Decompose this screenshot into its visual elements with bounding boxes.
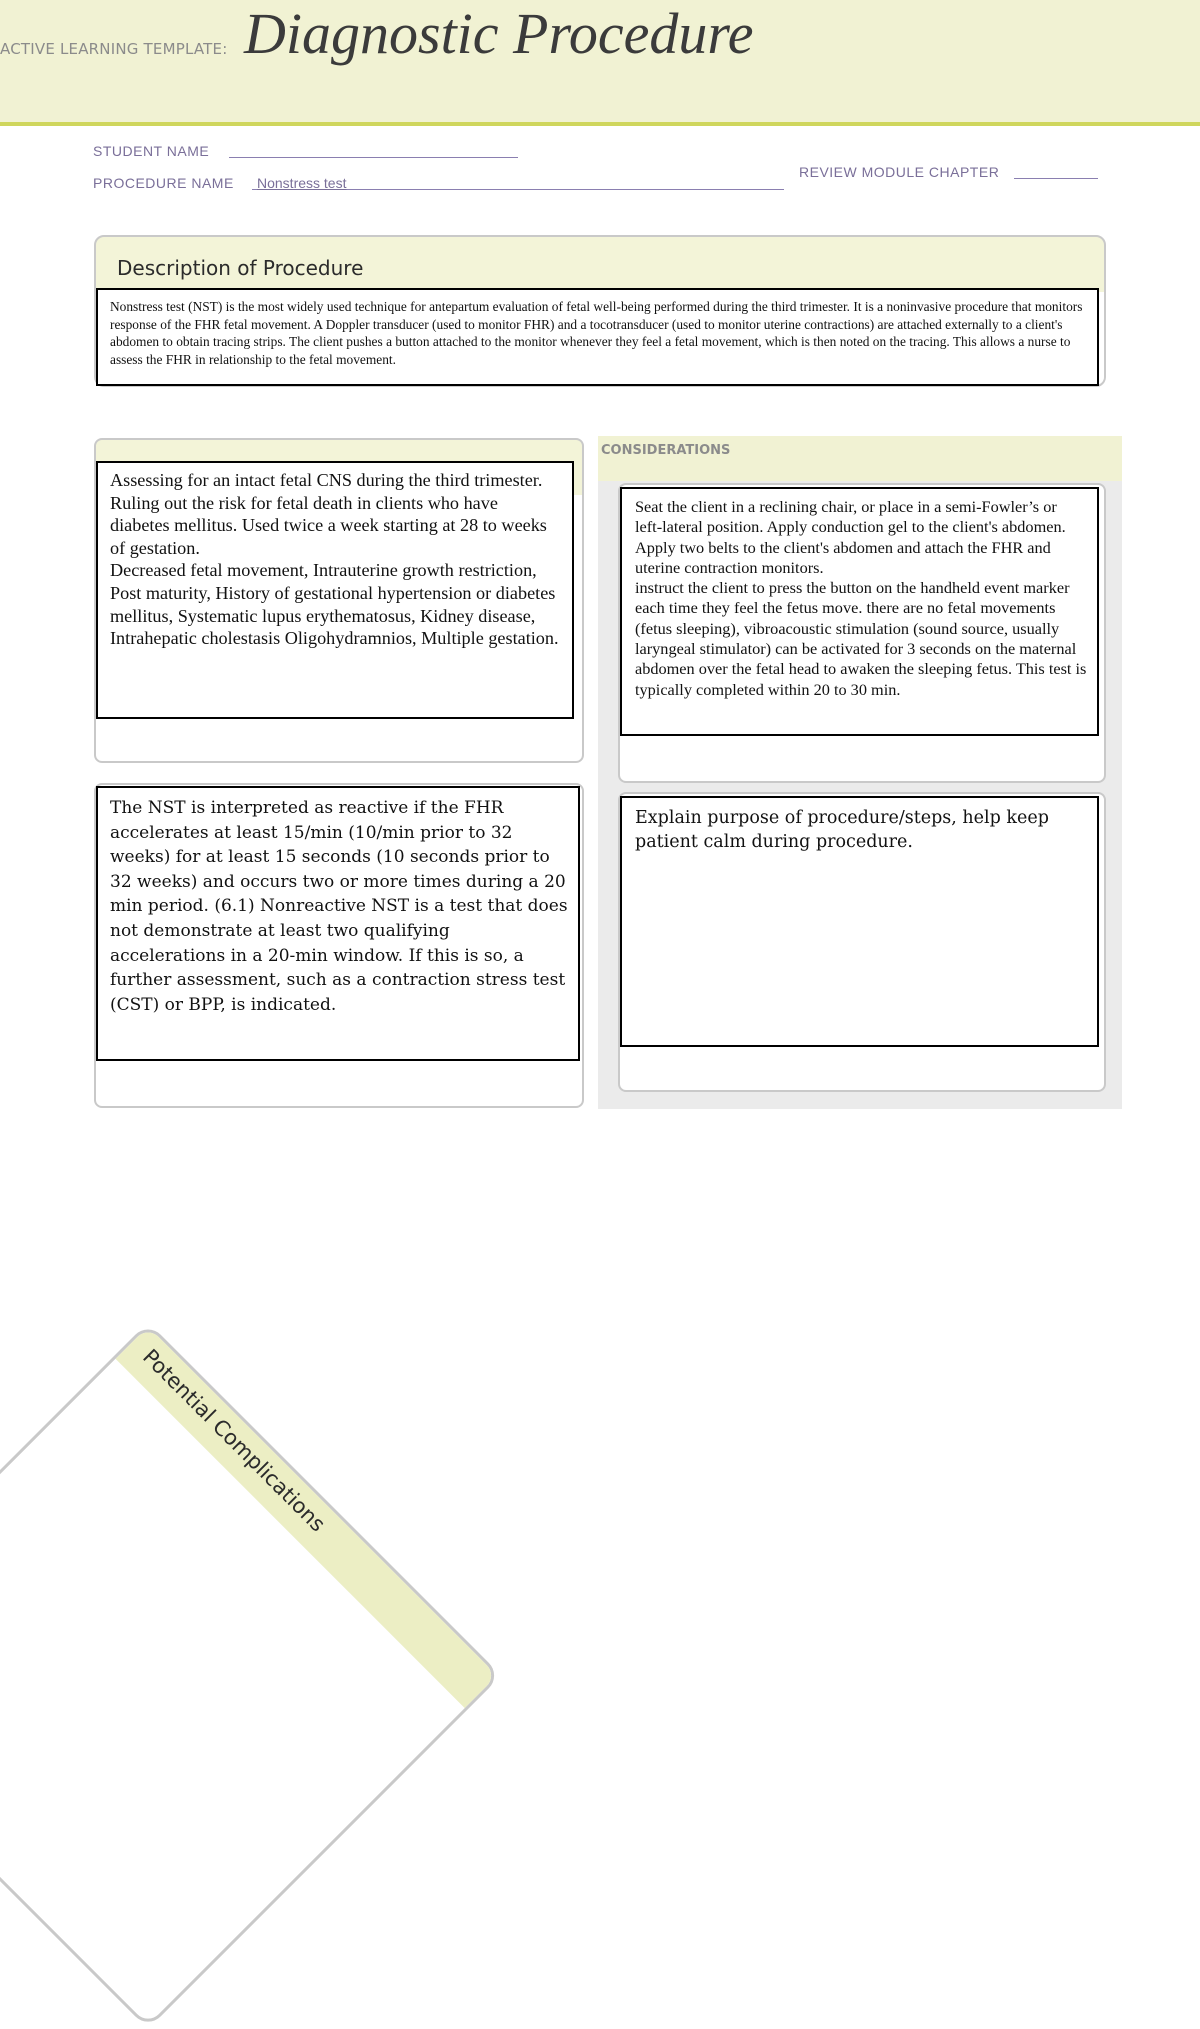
interpretation-text[interactable]: The NST is interpreted as reactive if the FHR accelerates at least 15/min (10/min prior to 32 weeks) for at least 15 seconds (10 seconds prior to 32 weeks) and occurs two or more times during a 20 min period. (6.1) Nonreactive NST is a test that does not demonstrate at least two qualifying accelerations in a 20-min window. If this is so, a further assessment, such as a contraction stress test (CST) or BPP, is indicated. [96,786,580,1061]
description-title: Description of Procedure [117,256,364,280]
description-text[interactable]: Nonstress test (NST) is the most widely used technique for antepartum evaluation of fetal well-being performed during the third trimester. It is a noninvasive procedure that monitors response of the FHR fetal movement. A Doppler transducer (used to monitor FHR) and a tocotransducer (used to monitor uterine contractions) are attached externally to a client's abdomen to obtain tracing strips. The client pushes a button attached to the monitor whenever they feel a fetal movement, which is then noted on the tracing. This allows a nurse to assess the FHR in relationship to the fetal movement. [96,288,1099,386]
complications-diamond[interactable] [0,1322,502,2029]
header-divider [0,122,1200,126]
template-label: ACTIVE LEARNING TEMPLATE: [0,40,228,58]
pre-procedure-text[interactable]: Seat the client in a reclining chair, or place in a semi-Fowler’s or left-lateral position. Apply conduction gel to the client's abdomen. Apply two belts to the client's abdomen and attach the FHR and uterine contraction monitors. instruct the client to press the button on the handheld event marker each time they feel the fetus move. there are no fetal movements (fetus sleeping), vibroacoustic stimulation (sound source, usually laryngeal stimulator) can be activated for 3 seconds on the maternal abdomen over the fetal head to awaken the sleeping fetus. This test is typically completed within 20 to 30 min. [620,487,1099,736]
nursing-text[interactable]: Explain purpose of procedure/steps, help keep patient calm during procedure. [620,796,1099,1047]
student-name-label: STUDENT NAME [93,143,210,159]
complications-title: Potential Complications [138,1344,330,1537]
procedure-name-label: PROCEDURE NAME [93,175,234,191]
review-module-field[interactable] [1014,178,1098,179]
considerations-title: CONSIDERATIONS [601,443,731,458]
page-title: Diagnostic Procedure [244,1,754,66]
indications-text[interactable]: Assessing for an intact fetal CNS during the third trimester. Ruling out the risk for fetal death in clients who have diabetes mellitus. Used twice a week starting at 28 to weeks of gestation. Decreased fetal movement, Intrauterine growth restriction, Post maturity, History of gestational hypertension or diabetes mellitus, Systematic lupus erythematosus, Kidney disease, Intrahepatic cholestasis Oligohydramnios, Multiple gestation. [96,461,574,719]
review-module-label: REVIEW MODULE CHAPTER [799,164,1000,180]
procedure-name-value: Nonstress test [257,175,347,191]
student-name-field[interactable] [229,157,518,158]
